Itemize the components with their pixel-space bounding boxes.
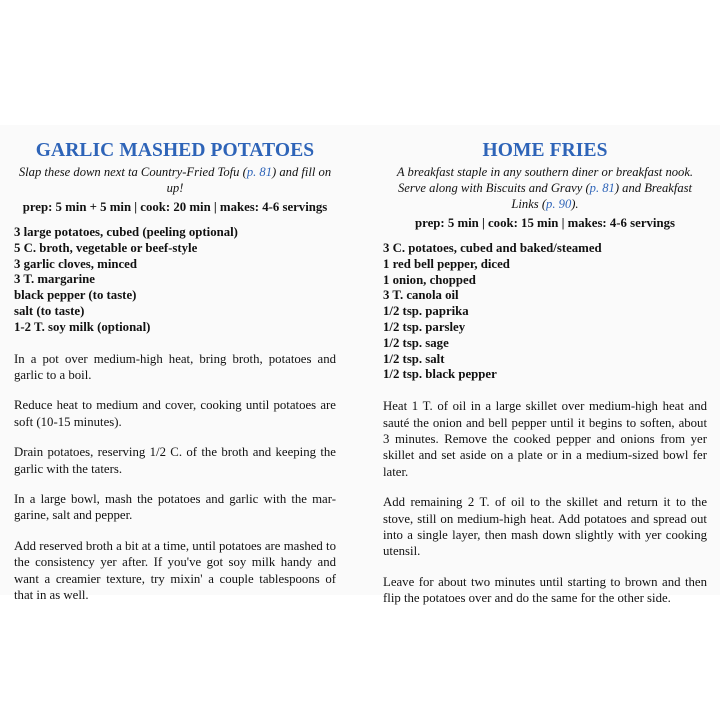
- subtitle-text: ) and fill on up!: [166, 165, 332, 195]
- ingredient-list: [383, 241, 707, 383]
- ingredient-list: [14, 225, 336, 336]
- ingredient-item: 3 garlic cloves, minced: [14, 256, 137, 271]
- instruction-step: Drain potatoes, reserving 1/2 C. of the broth and keeping the garlic with the taters.: [14, 445, 336, 476]
- instruction-step: Add reserved broth a bit at a time, until potatoes are mashed to the consistency yer after. If you've got soy milk handy and want a creamier texture, try mixin' a couple tablespoons of that in as well.: [14, 538, 336, 603]
- subtitle-text: ).: [571, 197, 579, 211]
- instruction-step: In a large bowl, mash the potatoes and garlic with the mar-garine, salt and pepper.: [14, 492, 336, 523]
- instruction-step: Leave for about two minutes until starting to brown and then flip the potatoes over and do the same for the other side.: [383, 574, 707, 606]
- instruction-step: Add remaining 2 T. of oil to the skillet and return it to the stove, still on medium-high heat. Add potatoes and spread out into a single layer, then mash down slightly with yer cooking utensil.: [383, 495, 707, 559]
- recipe-subtitle: [383, 164, 707, 212]
- subtitle-text: Slap these down next ta Country-Fried Tofu (: [18, 165, 247, 179]
- ingredient-item: 1/2 tsp. salt: [383, 351, 445, 366]
- ingredient-item: 5 C. broth, vegetable or beef-style: [14, 240, 198, 255]
- ingredient-item: salt (to taste): [14, 303, 85, 318]
- cookbook-page: [0, 125, 720, 606]
- recipe-meta: prep: 5 min + 5 min | cook: 20 min | makes: 4-6 servings: [22, 200, 328, 214]
- ingredient-item: 1/2 tsp. black pepper: [383, 367, 497, 382]
- ingredient-item: 1-2 T. soy milk (optional): [14, 319, 151, 334]
- subtitle-text: ) and Breakfast Links (: [511, 181, 693, 211]
- instruction-step: In a pot over medium-high heat, bring broth, potatoes and garlic to a boil.: [14, 351, 336, 382]
- instruction-step: Heat 1 T. of oil in a large skillet over medium-high heat and sauté the onion and bell pepper until it begins to soften, about 3 minutes. Remove the cooked pepper and onions from yer skillet and set aside on a plate or in a medium-sized bowl fer later.: [383, 399, 707, 479]
- ingredient-item: 1/2 tsp. paprika: [383, 304, 469, 319]
- recipe-home-fries: [383, 139, 707, 607]
- ingredient-item: 3 large potatoes, cubed (peeling optional): [14, 225, 238, 239]
- ingredient-item: 1/2 tsp. parsley: [383, 319, 466, 334]
- ingredient-item: 1/2 tsp. sage: [383, 335, 449, 350]
- subtitle-text: A breakfast staple in any southern diner or breakfast nook. Serve along with Biscuits and Gravy (: [396, 165, 694, 195]
- ingredient-item: black pepper (to taste): [14, 288, 137, 303]
- ingredient-item: 1 red bell pepper, diced: [383, 256, 510, 271]
- ingredient-item: 3 T. margarine: [14, 272, 95, 287]
- recipe-title: GARLIC MASHED POTATOES: [35, 140, 315, 161]
- recipe-garlic-mashed-potatoes: [14, 139, 336, 603]
- recipe-subtitle: [14, 164, 336, 196]
- ingredient-item: 1 onion, chopped: [383, 272, 476, 287]
- page-reference-link[interactable]: p. 90: [546, 197, 572, 211]
- recipe-title: HOME FRIES: [482, 140, 608, 161]
- page-reference-link[interactable]: p. 81: [589, 181, 615, 195]
- instruction-step: Reduce heat to medium and cover, cooking until potatoes are soft (10-15 minutes).: [14, 398, 336, 429]
- ingredient-item: 3 C. potatoes, cubed and baked/steamed: [383, 241, 602, 255]
- recipe-meta: prep: 5 min | cook: 15 min | makes: 4-6 servings: [415, 216, 675, 230]
- ingredient-item: 3 T. canola oil: [383, 288, 459, 303]
- page-reference-link[interactable]: p. 81: [246, 165, 273, 179]
